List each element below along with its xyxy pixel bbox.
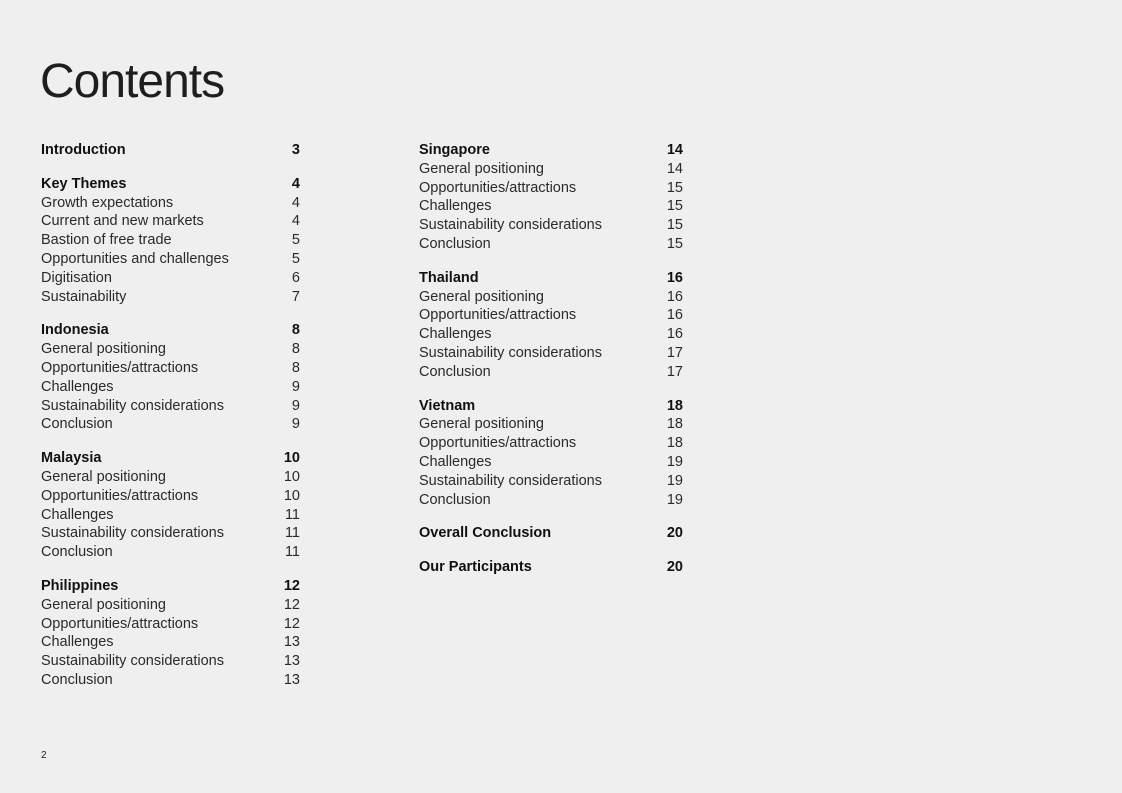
toc-column-left <box>41 141 300 705</box>
toc-entry-page: 18 <box>666 435 683 452</box>
toc-entry-label: General positioning <box>419 288 544 305</box>
toc-heading-label: Vietnam <box>419 397 476 414</box>
toc-heading-label: Overall Conclusion <box>419 525 552 542</box>
toc-entry-page: 15 <box>666 217 683 234</box>
toc-heading-page: 12 <box>283 577 300 594</box>
toc-entry-page: 8 <box>291 359 300 376</box>
toc-entry-label: Challenges <box>41 378 114 395</box>
toc-section <box>41 141 300 160</box>
toc-entry-row[interactable] <box>41 671 300 690</box>
toc-heading-label: Key Themes <box>41 175 127 192</box>
toc-entry-row[interactable] <box>419 179 683 198</box>
toc-entry-label: Sustainability considerations <box>419 217 602 234</box>
toc-entry-label: Sustainability considerations <box>419 344 602 361</box>
toc-entry-page: 12 <box>283 596 300 613</box>
toc-entry-row[interactable] <box>419 216 683 235</box>
toc-heading-row[interactable] <box>419 397 683 416</box>
toc-entry-label: Conclusion <box>419 235 491 252</box>
toc-entry-page: 12 <box>283 615 300 632</box>
toc-entry-page: 18 <box>666 416 683 433</box>
toc-entry-row[interactable] <box>41 340 300 359</box>
toc-entry-label: Opportunities/attractions <box>419 179 577 196</box>
toc-entry-page: 19 <box>666 453 683 470</box>
toc-entry-label: Current and new markets <box>41 213 204 230</box>
toc-entry-row[interactable] <box>41 524 300 543</box>
toc-entry-row[interactable] <box>419 160 683 179</box>
toc-entry-row[interactable] <box>419 197 683 216</box>
toc-entry-label: Growth expectations <box>41 194 174 211</box>
toc-heading-page: 20 <box>666 525 683 542</box>
toc-entry-label: Sustainability <box>41 288 127 305</box>
toc-entry-label: Sustainability considerations <box>41 525 224 542</box>
toc-entry-label: Conclusion <box>419 363 491 380</box>
toc-column-right <box>419 141 683 592</box>
toc-entry-row[interactable] <box>41 250 300 269</box>
toc-entry-row[interactable] <box>41 468 300 487</box>
page-title: Contents <box>40 55 225 108</box>
toc-entry-label: Challenges <box>419 326 492 343</box>
toc-heading-page: 8 <box>291 322 300 339</box>
toc-entry-row[interactable] <box>419 288 683 307</box>
toc-heading-label: Malaysia <box>41 450 102 467</box>
toc-entry-row[interactable] <box>41 378 300 397</box>
toc-entry-row[interactable] <box>41 397 300 416</box>
toc-entry-label: Sustainability considerations <box>419 472 602 489</box>
toc-entry-row[interactable] <box>419 491 683 510</box>
toc-section <box>419 141 683 254</box>
toc-entry-page: 10 <box>283 487 300 504</box>
toc-entry-label: Sustainability considerations <box>41 653 224 670</box>
toc-entry-row[interactable] <box>41 415 300 434</box>
toc-entry-page: 5 <box>291 250 300 267</box>
toc-entry-label: Opportunities/attractions <box>41 615 199 632</box>
toc-entry-row[interactable] <box>41 543 300 562</box>
toc-entry-page: 9 <box>291 397 300 414</box>
toc-entry-row[interactable] <box>419 453 683 472</box>
toc-entry-page: 13 <box>283 671 300 688</box>
toc-entry-page: 9 <box>291 416 300 433</box>
toc-heading-label: Indonesia <box>41 322 109 339</box>
toc-entry-label: Bastion of free trade <box>41 232 172 249</box>
toc-entry-label: Opportunities and challenges <box>41 250 229 267</box>
toc-heading-page: 20 <box>666 559 683 576</box>
toc-entry-label: Challenges <box>41 634 114 651</box>
toc-entry-label: General positioning <box>419 416 544 433</box>
toc-entry-page: 11 <box>284 544 300 561</box>
toc-entry-label: Challenges <box>41 506 114 523</box>
toc-entry-page: 13 <box>283 653 300 670</box>
toc-entry-row[interactable] <box>41 487 300 506</box>
toc-entry-page: 10 <box>283 468 300 485</box>
toc-heading-row[interactable] <box>419 524 683 543</box>
toc-entry-label: Challenges <box>419 453 492 470</box>
toc-entry-row[interactable] <box>41 633 300 652</box>
toc-heading-page: 10 <box>283 450 300 467</box>
toc-section <box>419 397 683 510</box>
toc-entry-page: 7 <box>291 288 300 305</box>
toc-entry-label: Opportunities/attractions <box>419 307 577 324</box>
toc-section <box>41 577 300 690</box>
toc-entry-page: 6 <box>291 269 300 286</box>
toc-entry-row[interactable] <box>41 652 300 671</box>
toc-entry-label: Challenges <box>419 198 492 215</box>
toc-entry-row[interactable] <box>41 596 300 615</box>
toc-heading-label: Introduction <box>41 142 126 158</box>
toc-heading-row[interactable] <box>41 175 300 194</box>
toc-entry-row[interactable] <box>41 359 300 378</box>
toc-entry-page: 16 <box>666 307 683 324</box>
toc-heading-page: 14 <box>666 142 683 158</box>
toc-heading-page: 16 <box>666 269 683 286</box>
toc-entry-page: 17 <box>666 363 683 380</box>
toc-heading-page: 4 <box>291 175 300 192</box>
toc-entry-row[interactable] <box>41 288 300 307</box>
toc-entry-label: Opportunities/attractions <box>41 487 199 504</box>
toc-heading-row[interactable] <box>419 269 683 288</box>
toc-heading-row[interactable] <box>41 141 300 160</box>
page-number: 2 <box>41 750 47 761</box>
toc-entry-row[interactable] <box>419 344 683 363</box>
toc-entry-row[interactable] <box>41 194 300 213</box>
toc-section <box>419 558 683 577</box>
toc-entry-page: 4 <box>291 213 300 230</box>
toc-entry-page: 9 <box>291 378 300 395</box>
toc-entry-label: Conclusion <box>419 491 491 508</box>
toc-section <box>41 449 300 562</box>
toc-entry-page: 4 <box>291 194 300 211</box>
toc-entry-row[interactable] <box>41 506 300 525</box>
toc-entry-label: Opportunities/attractions <box>419 435 577 452</box>
toc-heading-row[interactable] <box>419 141 683 160</box>
toc-entry-label: Conclusion <box>41 544 113 561</box>
toc-entry-page: 14 <box>666 160 683 177</box>
toc-entry-label: Conclusion <box>41 671 113 688</box>
toc-section <box>419 524 683 543</box>
toc-entry-page: 19 <box>666 472 683 489</box>
toc-entry-label: General positioning <box>419 160 544 177</box>
toc-heading-label: Our Participants <box>419 559 532 576</box>
toc-heading-row[interactable] <box>419 558 683 577</box>
toc-entry-page: 13 <box>283 634 300 651</box>
toc-entry-page: 15 <box>666 235 683 252</box>
toc-entry-row[interactable] <box>419 434 683 453</box>
toc-entry-page: 17 <box>666 344 683 361</box>
toc-heading-page: 18 <box>666 397 683 414</box>
toc-entry-row[interactable] <box>419 306 683 325</box>
toc-heading-row[interactable] <box>41 577 300 596</box>
toc-entry-label: Opportunities/attractions <box>41 359 199 376</box>
toc-entry-label: Digitisation <box>41 269 112 286</box>
toc-entry-row[interactable] <box>419 325 683 344</box>
toc-entry-page: 5 <box>291 232 300 249</box>
toc-entry-row[interactable] <box>41 615 300 634</box>
toc-heading-row[interactable] <box>41 321 300 340</box>
toc-entry-page: 16 <box>666 326 683 343</box>
toc-entry-row[interactable] <box>41 269 300 288</box>
toc-entry-page: 16 <box>666 288 683 305</box>
toc-entry-page: 19 <box>666 491 683 508</box>
toc-entry-page: 8 <box>291 341 300 358</box>
toc-entry-label: General positioning <box>41 596 166 613</box>
toc-heading-label: Singapore <box>419 142 490 158</box>
toc-section <box>41 175 300 307</box>
toc-section <box>419 269 683 382</box>
toc-entry-row[interactable] <box>419 472 683 491</box>
toc-heading-page: 3 <box>291 142 300 158</box>
toc-entry-page: 11 <box>284 525 300 542</box>
toc-entry-row[interactable] <box>419 415 683 434</box>
toc-heading-row[interactable] <box>41 449 300 468</box>
toc-entry-row[interactable] <box>41 231 300 250</box>
toc-entry-label: Conclusion <box>41 416 113 433</box>
toc-entry-page: 15 <box>666 179 683 196</box>
toc-entry-row[interactable] <box>419 235 683 254</box>
toc-heading-label: Philippines <box>41 577 119 594</box>
toc-section <box>41 321 300 434</box>
toc-entry-label: Sustainability considerations <box>41 397 224 414</box>
toc-entry-label: General positioning <box>41 341 166 358</box>
toc-heading-label: Thailand <box>419 269 479 286</box>
toc-entry-page: 11 <box>284 506 300 523</box>
toc-entry-row[interactable] <box>41 212 300 231</box>
toc-entry-row[interactable] <box>419 363 683 382</box>
toc-entry-label: General positioning <box>41 468 166 485</box>
toc-entry-page: 15 <box>666 198 683 215</box>
